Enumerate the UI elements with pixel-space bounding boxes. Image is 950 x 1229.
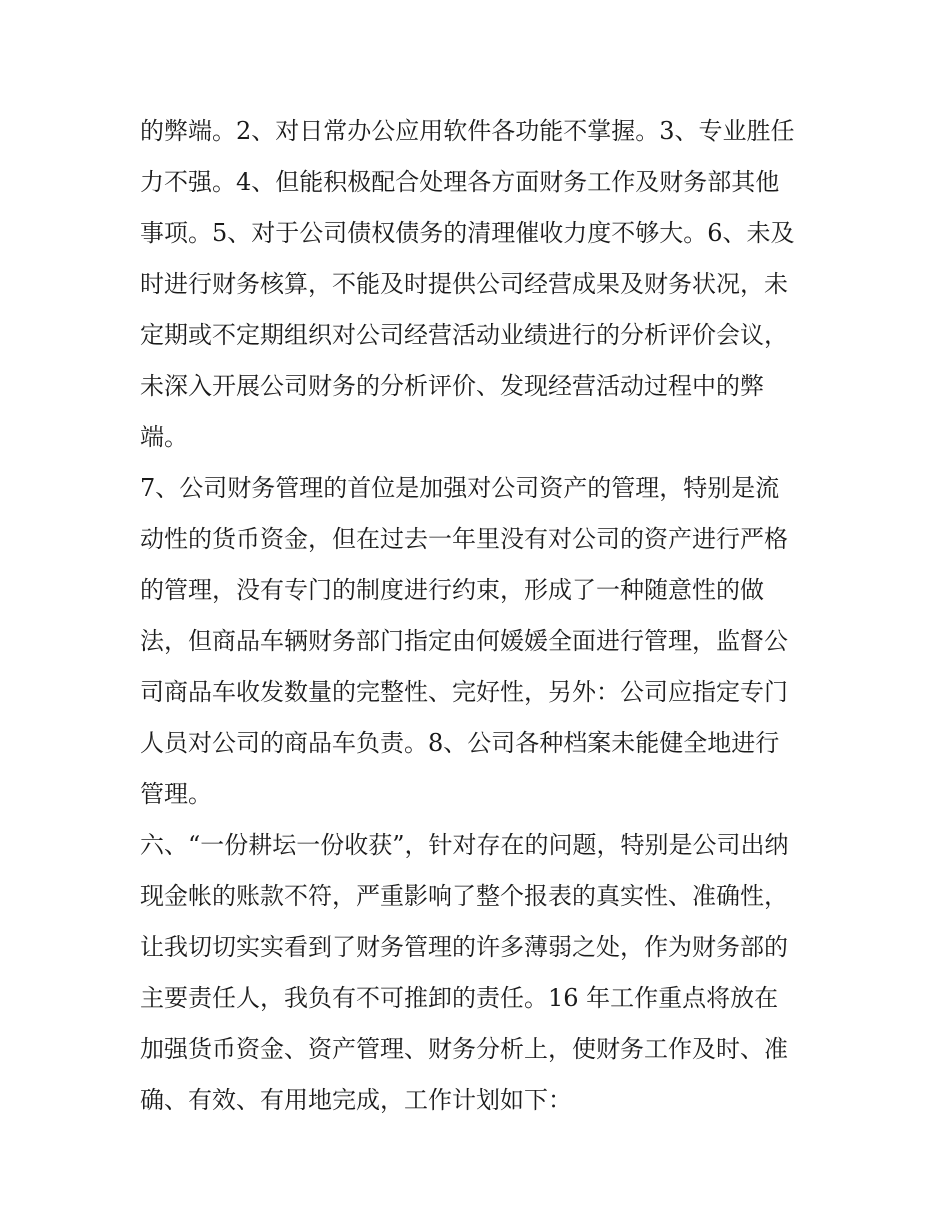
- text-line: 司商品车收发数量的完整性、完好性，另外：公司应指定专门: [140, 678, 788, 706]
- body-text: [140, 106, 820, 1126]
- text-line: 力不强。4、但能积极配合处理各方面财务工作及财务部其他: [140, 168, 780, 196]
- text-line: 事项。5、对于公司债权债务的清理催收力度不够大。6、未及: [140, 219, 795, 247]
- text-line: 动性的货币资金，但在过去一年里没有对公司的资产进行严格: [140, 525, 788, 553]
- text-line: 定期或不定期组织对公司经营活动业绩进行的分析评价会议，: [140, 321, 788, 349]
- text-line: 时进行财务核算，不能及时提供公司经营成果及财务状况，未: [140, 270, 788, 298]
- text-line: 主要责任人，我负有不可推卸的责任。16 年工作重点将放在: [140, 984, 779, 1012]
- text-line: 的管理，没有专门的制度进行约束，形成了一种随意性的做: [140, 576, 764, 604]
- text-line: 未深入开展公司财务的分析评价、发现经营活动过程中的弊: [140, 372, 764, 400]
- text-line: 现金帐的账款不符，严重影响了整个报表的真实性、准确性，: [140, 882, 788, 910]
- text-line: 六、“一份耕坛一份收获”，针对存在的问题，特别是公司出纳: [140, 831, 789, 859]
- text-line: 的弊端。2、对日常办公应用软件各功能不掌握。3、专业胜任: [140, 117, 795, 145]
- text-line: 端。: [140, 423, 188, 451]
- text-line: 确、有效、有用地完成，工作计划如下：: [140, 1086, 572, 1114]
- text-line: 法，但商品车辆财务部门指定由何媛媛全面进行管理，监督公: [140, 627, 788, 655]
- text-line: 管理。: [140, 780, 212, 808]
- text-line: 加强货币资金、资产管理、财务分析上，使财务工作及时、准: [140, 1035, 788, 1063]
- text-line: 7、公司财务管理的首位是加强对公司资产的管理，特别是流: [140, 474, 780, 502]
- text-line: 让我切切实实看到了财务管理的许多薄弱之处，作为财务部的: [140, 933, 788, 961]
- text-line: 人员对公司的商品车负责。8、公司各种档案未能健全地进行: [140, 729, 780, 757]
